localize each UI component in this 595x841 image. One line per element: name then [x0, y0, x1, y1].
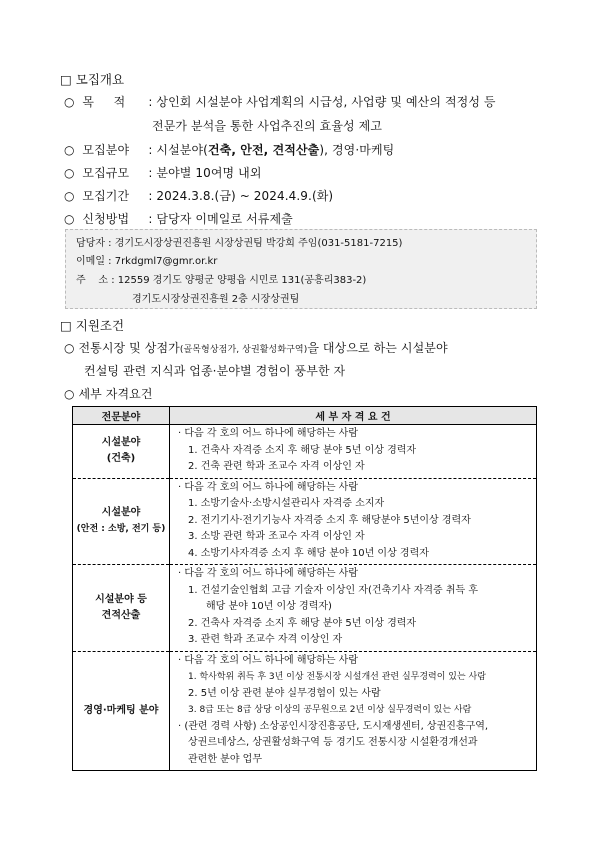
contact-manager: 담당자 : 경기도시장상권진흥원 시장상권팀 박강희 주임(031-5181-7215) [76, 238, 403, 249]
requirement-line: · 다음 각 호의 어느 하나에 해당하는 사람 [178, 428, 358, 439]
table-row [73, 651, 537, 771]
requirement-line: 1. 건축사 자격증 소지 후 해당 분야 5년 이상 경력자 [188, 444, 417, 456]
table-header-field: 전문분야 [73, 407, 170, 425]
requirement-line: · 다음 각 호의 어느 하나에 해당하는 사람 [178, 568, 358, 579]
field-name: 시설분야 [101, 437, 141, 449]
contact-box [65, 229, 537, 309]
overview-item-period: ○ 모집기간 : 2024.3.8.(금) ~ 2024.4.9.(화) [64, 189, 334, 203]
requirement-line: 4. 소방기사자격증 소지 후 해당 분야 10년 이상 경력자 [188, 547, 429, 559]
overview-item-method: ○ 신청방법 : 담당자 이메일로 서류제출 [64, 212, 293, 226]
requirement-line: 3. 관련 학과 조교수 자격 이상인 자 [188, 634, 343, 645]
table-cell-field [73, 425, 170, 479]
table-cell-field [73, 651, 170, 771]
requirement-line: 2. 전기기사·전기기능사 자격증 소지 후 해당분야 5년이상 경력자 [188, 514, 471, 526]
table-cell-field [73, 565, 170, 652]
conditions-item-target: ○ 전통시장 및 상점가(골목형상점가, 상권활성화구역)을 대상으로 하는 시설분야 [64, 341, 448, 355]
requirement-line: 3. 8급 또는 8급 상당 이상의 공무원으로 2년 이상 실무경력이 있는 사람 [188, 705, 472, 715]
field-subname: 견적산출 [101, 609, 141, 621]
table-cell-requirements [170, 651, 537, 771]
overview-item-purpose-cont: 전문가 분석을 통한 사업추진의 효율성 제고 [152, 119, 383, 133]
requirement-line: 상권르네상스, 상권활성화구역 등 경기도 전통시장 시설환경개선과 [188, 737, 478, 748]
field-name: 경영·마케팅 분야 [83, 704, 159, 716]
field-name: 시설분야 등 [95, 593, 147, 605]
requirement-line: 2. 건축 관련 학과 조교수 자격 이상인 자 [188, 461, 365, 472]
table-cell-requirements [170, 425, 537, 479]
table-header-row [73, 407, 537, 425]
contact-address-cont: 경기도시장상권진흥원 2층 시장상권팀 [132, 294, 300, 305]
qualification-table [72, 406, 537, 771]
requirement-line: 관련한 분야 업무 [188, 753, 262, 765]
table-cell-field [73, 478, 170, 565]
table-row [73, 478, 537, 565]
requirement-line: · 다음 각 호의 어느 하나에 해당하는 사람 [178, 481, 358, 493]
requirement-line: 3. 소방 관련 학과 조교수 자격 이상인 자 [188, 531, 365, 542]
requirement-line: 1. 건설기술인협회 고급 기술자 이상인 자(건축기사 자격증 취득 후 [188, 584, 479, 596]
field-subname: (건축) [106, 453, 136, 465]
table-row [73, 425, 537, 479]
table-cell-requirements [170, 565, 537, 652]
field-name: 시설분야 [101, 507, 141, 519]
table-header-requirements: 세 부 자 격 요 건 [170, 407, 537, 425]
conditions-item-detail: ○ 세부 자격요건 [64, 387, 153, 401]
requirement-line: 1. 소방기술사·소방시설관리사 자격증 소지자 [188, 498, 385, 509]
overview-item-field: ○ 모집분야 : 시설분야(건축, 안전, 견적산출), 경영·마케팅 [64, 143, 395, 157]
conditions-item-target-cont: 컨설팅 관련 지식과 업종·분야별 경험이 풍부한 자 [84, 364, 346, 378]
section-heading-overview: □ 모집개요 [60, 72, 125, 87]
requirement-line: 해당 분야 10년 이상 경력자) [206, 601, 332, 612]
requirement-line: 2. 5년 이상 관련 분야 실무경험이 있는 사람 [188, 687, 381, 699]
contact-address: 주 소 : 12559 경기도 양평군 양평읍 시민로 131(공흥리383-2) [76, 275, 367, 286]
table-cell-requirements [170, 478, 537, 565]
overview-item-size: ○ 모집규모 : 분야별 10여명 내외 [64, 166, 262, 180]
requirement-line: · 다음 각 호의 어느 하나에 해당하는 사람 [178, 654, 358, 666]
section-heading-conditions: □ 지원조건 [60, 318, 125, 333]
overview-item-purpose: ○ 목 적 : 상인회 시설분야 사업계획의 시급성, 사업량 및 예산의 적정성 등 [64, 95, 496, 109]
field-subname: (안전 : 소방, 전기 등) [76, 524, 166, 535]
requirement-line: · (관련 경력 사항) 소상공인시장진흥공단, 도시재생센터, 상권진흥구역, [178, 720, 489, 732]
requirement-line: 1. 학사학위 취득 후 3년 이상 전통시장 시설개선 관련 실무경력이 있는 사람 [188, 672, 486, 682]
requirement-line: 2. 건축사 자격증 소지 후 해당 분야 5년 이상 경력자 [188, 617, 417, 629]
contact-email[interactable]: 이메일 : 7rkdgml7@gmr.or.kr [76, 256, 218, 267]
table-row [73, 565, 537, 652]
